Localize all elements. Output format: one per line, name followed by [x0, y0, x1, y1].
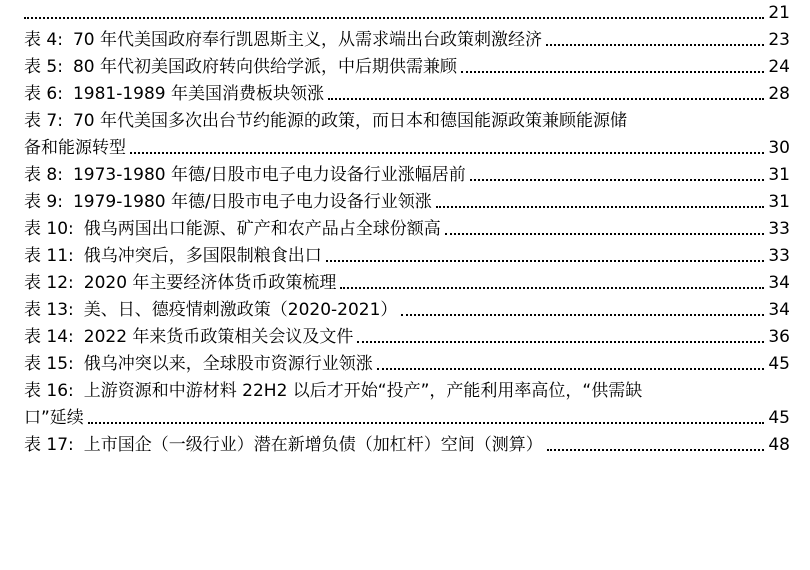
page-number: 45 [768, 408, 790, 428]
entry-title: 80 年代初美国政府转向供给学派，中后期供需兼顾 [72, 57, 457, 77]
entry-number: 表 6: [24, 84, 63, 104]
toc-entry[interactable] [24, 108, 790, 162]
page-number: 21 [768, 3, 790, 23]
dot-leader [130, 151, 764, 154]
entry-title: 上市国企（一级行业）潜在新增负债（加杠杆）空间（测算） [83, 435, 543, 455]
entry-title: 70 年代美国多次出台节约能源的政策，而日本和德国能源政策兼顾能源储 [72, 111, 627, 131]
entry-number: 表 8: [24, 165, 63, 185]
entry-number: 表 16: [24, 381, 74, 401]
entry-title: 70 年代美国政府奉行凯恩斯主义，从需求端出台政策刺激经济 [72, 30, 542, 50]
entry-number: 表 12: [24, 273, 74, 293]
entry-title: 1981-1989 年美国消费板块领涨 [72, 84, 325, 104]
page-number: 23 [768, 30, 790, 50]
page-number: 28 [768, 84, 790, 104]
page-number: 33 [768, 219, 790, 239]
entry-number: 表 10: [24, 219, 74, 239]
entry-title: 美、日、德疫情刺激政策（2020-2021） [83, 300, 398, 320]
toc-entry[interactable] [24, 270, 790, 297]
entry-number: 表 15: [24, 354, 74, 374]
toc-entry[interactable] [24, 81, 790, 108]
entry-number: 表 14: [24, 327, 74, 347]
entry-title: 2020 年主要经济体货币政策梳理 [83, 273, 337, 293]
entry-title-continued: 口”延续 [24, 408, 84, 428]
entry-title: 上游资源和中游材料 22H2 以后才开始“投产”，产能利用率高位，“供需缺 [83, 381, 643, 401]
page-number: 31 [768, 165, 790, 185]
entry-title: 俄乌冲突以来，全球股市资源行业领涨 [83, 354, 373, 374]
page-number: 34 [768, 273, 790, 293]
entry-title: 俄乌冲突后，多国限制粮食出口 [83, 246, 322, 266]
dot-leader [436, 205, 764, 208]
dot-leader [340, 286, 764, 289]
page-number: 48 [768, 435, 790, 455]
toc-entry[interactable] [24, 432, 790, 459]
toc-entry[interactable] [24, 27, 790, 54]
entry-title-continued: 备和能源转型 [24, 138, 126, 158]
dot-leader [461, 70, 764, 73]
entry-number: 表 4: [24, 30, 63, 50]
page-number: 36 [768, 327, 790, 347]
dot-leader [88, 421, 764, 424]
dot-leader [401, 313, 764, 316]
dot-leader [377, 367, 764, 370]
toc-entry[interactable] [24, 0, 790, 27]
toc-entry[interactable] [24, 351, 790, 378]
entry-number: 表 5: [24, 57, 63, 77]
dot-leader [546, 43, 764, 46]
page-number: 34 [768, 300, 790, 320]
entry-number: 表 7: [24, 111, 63, 131]
page-number: 30 [768, 138, 790, 158]
toc-entry[interactable] [24, 162, 790, 189]
toc-entry[interactable] [24, 324, 790, 351]
entry-number: 表 11: [24, 246, 74, 266]
dot-leader [24, 16, 764, 19]
toc-entry[interactable] [24, 297, 790, 324]
toc-entry[interactable] [24, 54, 790, 81]
toc-entry[interactable] [24, 378, 790, 432]
page-number: 33 [768, 246, 790, 266]
entry-title: 1973-1980 年德/日股市电子电力设备行业涨幅居前 [72, 165, 466, 185]
dot-leader [445, 232, 764, 235]
entry-title: 1979-1980 年德/日股市电子电力设备行业领涨 [72, 192, 432, 212]
dot-leader [326, 259, 764, 262]
entry-number: 表 17: [24, 435, 74, 455]
toc-entry[interactable] [24, 216, 790, 243]
dot-leader [328, 97, 764, 100]
dot-leader [357, 340, 764, 343]
page-number: 31 [768, 192, 790, 212]
dot-leader [547, 448, 764, 451]
dot-leader [470, 178, 764, 181]
entry-title: 2022 年来货币政策相关会议及文件 [83, 327, 354, 347]
entry-number: 表 13: [24, 300, 74, 320]
page-number: 24 [768, 57, 790, 77]
entry-title: 俄乌两国出口能源、矿产和农产品占全球份额高 [83, 219, 441, 239]
page-number: 45 [768, 354, 790, 374]
toc-entry[interactable] [24, 189, 790, 216]
entry-number: 表 9: [24, 192, 63, 212]
toc-entry[interactable] [24, 243, 790, 270]
